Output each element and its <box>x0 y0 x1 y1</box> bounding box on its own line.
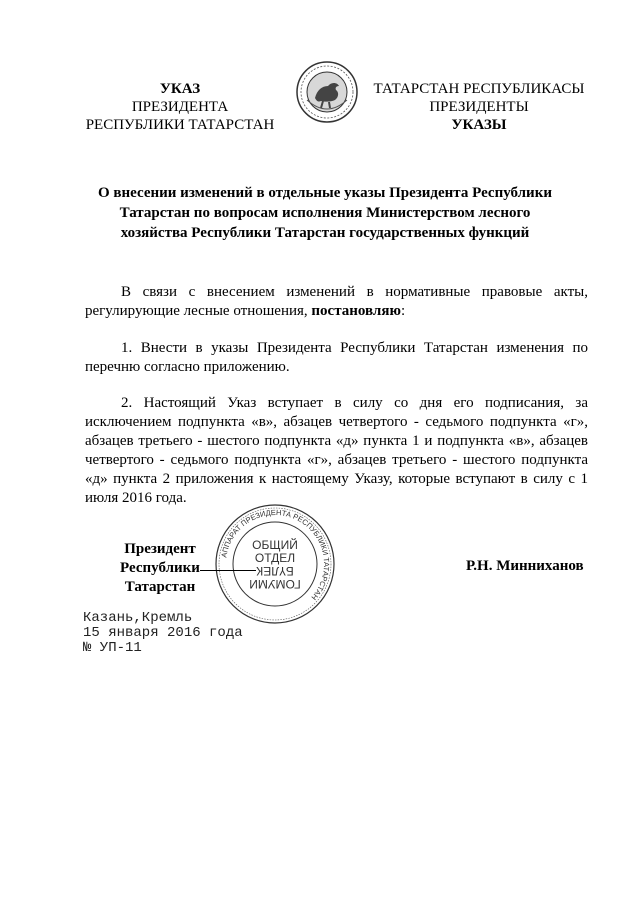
intro-text: В связи с внесением изменений в нормативные правовые акты, регулирующие лесные отношения, <box>85 284 588 319</box>
stamp-line3: ГОМУМИ <box>249 577 301 591</box>
intro-bold: постановляю <box>311 303 401 319</box>
issue-place: Казань,Кремль <box>83 610 193 626</box>
signatory-name: Р.Н. Минниханов <box>466 558 584 574</box>
header-right-line1: ТАТАРСТАН РЕСПУБЛИКАСЫ <box>373 81 585 97</box>
intro-end: : <box>400 303 406 319</box>
item-2-paragraph: 2. Настоящий Указ вступает в силу со дня его подписания, за исключением подпункта «в», абзацев четвертого - седьмого подпункта «г», абзацев третьего - шестого подпункта «д» пункта 1 и подпункта «в», абзацев четвертого - седьмого подпункта «г», абзацев третьего - шестого подпункта «д» пункта 2 приложения к настоящему Указу, которые вступают в силу с 1 июля 2016 года. <box>85 395 588 506</box>
signature-title-line2: Республики Татарстан <box>120 560 200 595</box>
issue-number: № УП-11 <box>83 640 142 656</box>
stamp-line4: БҮЛЕК <box>256 564 294 578</box>
item-1-paragraph: 1. Внести в указы Президента Республики Татарстан изменения по перечню согласно приложению. <box>85 340 588 375</box>
header-left-line3: РЕСПУБЛИКИ ТАТАРСТАН <box>85 117 275 133</box>
stamp-line1: ОБЩИЙ <box>252 538 298 552</box>
intro-paragraph <box>85 283 588 321</box>
header-right-line3: УКАЗЫ <box>451 117 507 133</box>
coat-of-arms-icon <box>295 60 359 124</box>
issue-details <box>83 611 243 656</box>
signature-title <box>85 540 235 597</box>
signature-title-line1: Президент <box>124 541 196 557</box>
document-title: О внесении изменений в отдельные указы Президента Республики Татарстан по вопросам исполнения Министерством лесного хозяйства Республики Татарстан государственных функций <box>98 185 552 241</box>
header-right <box>372 80 586 134</box>
issue-date: 15 января 2016 года <box>83 625 243 641</box>
stamp-ring-text-path: АППАРАТ ПРЕЗИДЕНТА РЕСПУБЛИКИ ТАТАРСТАН <box>219 507 332 602</box>
signature-line <box>200 570 256 571</box>
header-right-line2: ПРЕЗИДЕНТЫ <box>429 99 529 115</box>
stamp-line2: ОТДЕЛ <box>254 551 296 565</box>
header-left-line1: УКАЗ <box>159 81 201 97</box>
header-left <box>82 80 278 134</box>
header-left-line2: ПРЕЗИДЕНТА <box>131 99 229 115</box>
